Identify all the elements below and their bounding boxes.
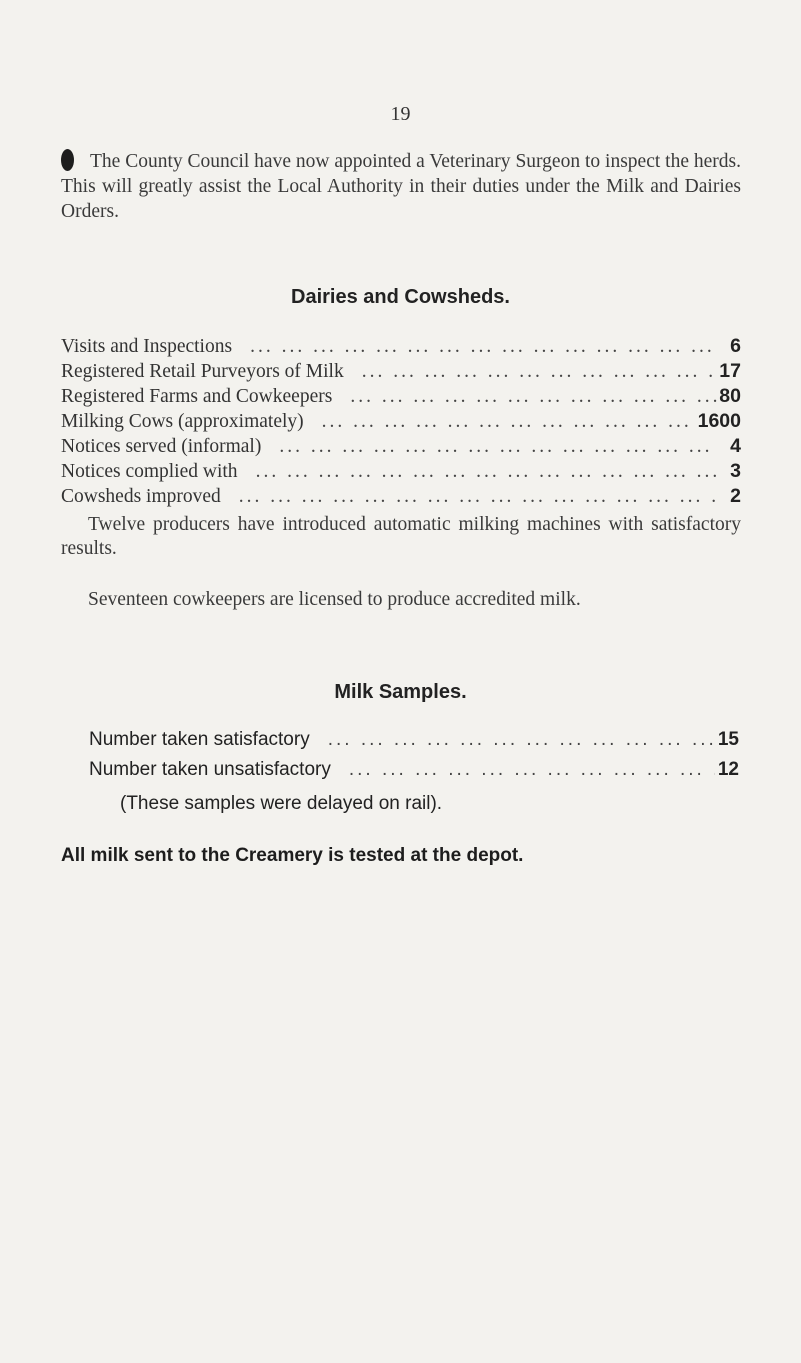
stat-row-farms-cowkeepers xyxy=(61,385,741,410)
stat-row-retail-purveyors xyxy=(61,360,741,385)
stat-row-milking-cows xyxy=(61,410,741,435)
stat-label: Milking Cows (approximately) xyxy=(61,411,304,432)
accredited-milk-paragraph: Seventeen cowkeepers are licensed to produce accredited milk. xyxy=(88,589,581,610)
page-number: 19 xyxy=(390,103,411,125)
stat-label: Visits and Inspections xyxy=(61,336,233,357)
dot-leader xyxy=(232,336,717,358)
dairies-stats-list xyxy=(61,335,741,510)
stat-label: Registered Retail Purveyors of Milk xyxy=(61,361,344,382)
stat-value: 17 xyxy=(719,360,741,382)
stat-row-cowsheds-improved xyxy=(61,485,741,510)
stat-label: Notices complied with xyxy=(61,461,238,482)
milk-samples-list xyxy=(89,729,739,789)
stat-value: 6 xyxy=(730,335,741,357)
stat-value: 80 xyxy=(719,385,741,407)
stat-value: 1600 xyxy=(697,410,741,432)
stat-value: 2 xyxy=(730,485,741,507)
stat-value: 3 xyxy=(730,460,741,482)
dot-leader xyxy=(221,486,717,508)
intro-text: The County Council have now appointed a Veterinary Surgeon to inspect the herds. This will greatly assist the Local Authority in their duties under the Milk and Dairies Orders. xyxy=(61,151,741,222)
sample-value: 12 xyxy=(717,759,739,780)
dot-leader xyxy=(310,729,715,751)
milking-machines-paragraph: Twelve producers have introduced automatic milking machines with satisfactory results. xyxy=(61,514,741,559)
intro-paragraph xyxy=(61,149,741,224)
dot-leader xyxy=(261,436,717,458)
creamery-testing-line: All milk sent to the Creamery is tested at the depot. xyxy=(61,845,524,866)
sample-label: Number taken unsatisfactory xyxy=(89,759,331,780)
bullet-mark-icon xyxy=(61,149,74,171)
sample-row-unsatisfactory xyxy=(89,759,739,789)
stat-row-notices-served xyxy=(61,435,741,460)
milk-samples-heading: Milk Samples. xyxy=(334,681,467,703)
dot-leader xyxy=(238,461,717,483)
stat-label: Notices served (informal) xyxy=(61,436,262,457)
samples-note: (These samples were delayed on rail). xyxy=(120,793,443,814)
stat-row-notices-complied xyxy=(61,460,741,485)
sample-label: Number taken satisfactory xyxy=(89,729,310,750)
dot-leader xyxy=(332,386,717,408)
dot-leader xyxy=(304,411,698,433)
stat-value: 4 xyxy=(730,435,741,457)
dot-leader xyxy=(344,361,717,383)
dairies-heading: Dairies and Cowsheds. xyxy=(291,286,510,308)
sample-row-satisfactory xyxy=(89,729,739,759)
stat-row-visits xyxy=(61,335,741,360)
dot-leader xyxy=(331,759,715,781)
stat-label: Cowsheds improved xyxy=(61,486,221,507)
stat-label: Registered Farms and Cowkeepers xyxy=(61,386,333,407)
sample-value: 15 xyxy=(717,729,739,750)
